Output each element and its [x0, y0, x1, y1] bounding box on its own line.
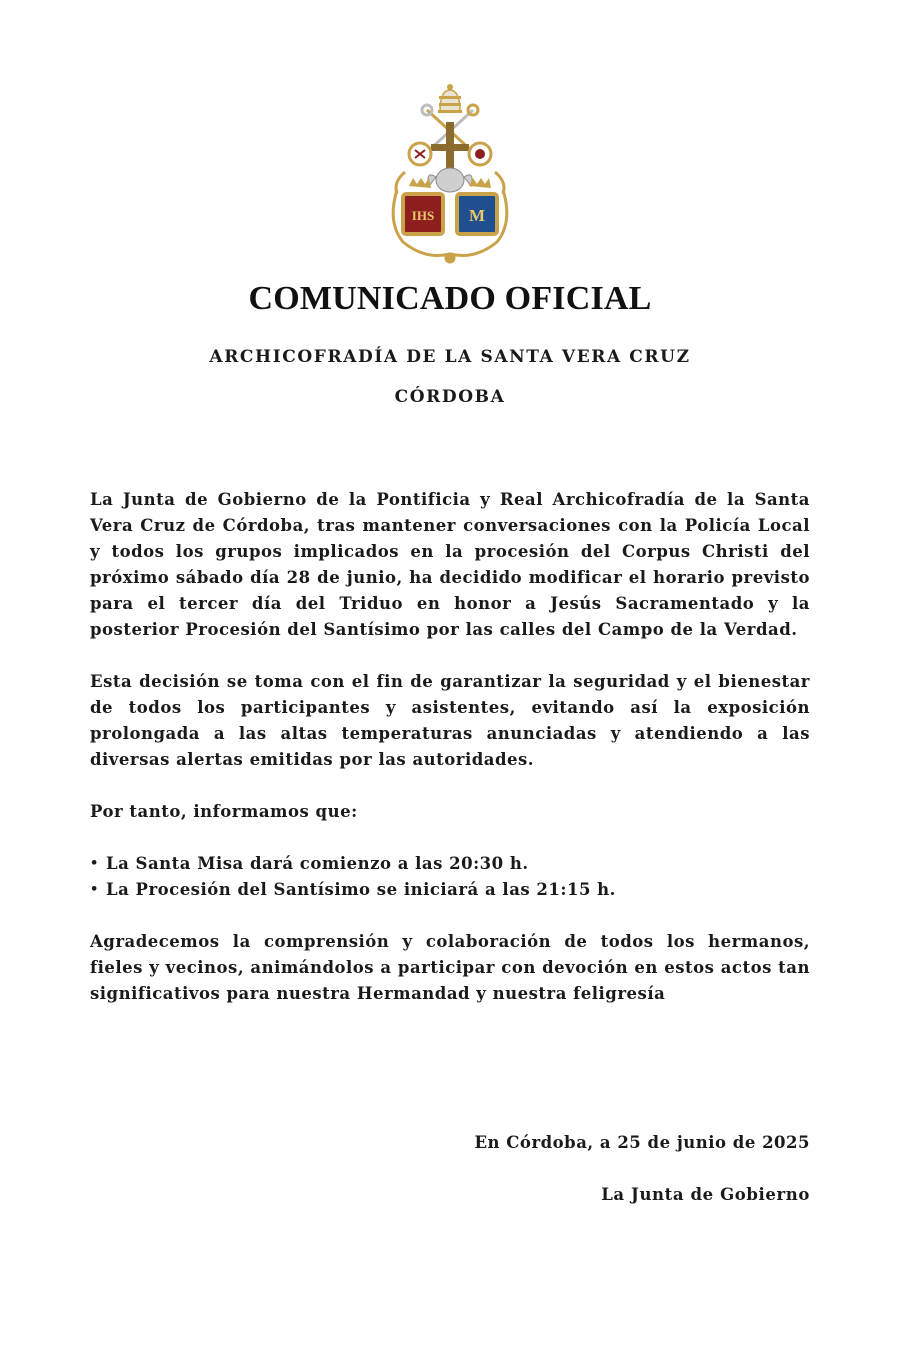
- paragraph-reason: Esta decisión se toma con el fin de garantizar la seguridad y el bienestar de todos los participantes y asistentes, evitando así la exposición prolongada a las altas temperaturas anunciadas y atendiendo a las diversas alertas emitidas por las autoridades.: [90, 672, 810, 769]
- paragraph-decision: La Junta de Gobierno de la Pontificia y Real Archicofradía de la Santa Vera Cruz de Córdoba, tras mantener conversaciones con la Policía Local y todos los grupos implicados en la procesión del Corpus Christi del próximo sábado día 28 de junio, ha decidido modificar el horario previsto para el tercer día del Triduo en honor a Jesús Sacramentado y la posterior Procesión del Santísimo por las calles del Campo de la Verdad.: [90, 490, 810, 639]
- tiara-icon: [438, 84, 462, 113]
- document-date: En Córdoba, a 25 de junio de 2025: [474, 1133, 810, 1152]
- list-item-text: La Procesión del Santísimo se iniciará a las 21:15 h.: [106, 880, 616, 899]
- signature: La Junta de Gobierno: [601, 1185, 810, 1204]
- city-name: CÓRDOBA: [394, 387, 506, 407]
- list-item: [90, 877, 810, 903]
- eagle-icon: [428, 168, 472, 192]
- list-item-text: La Santa Misa dará comienzo a las 20:30 h.: [106, 854, 529, 873]
- paragraph-thanks: Agradecemos la comprensión y colaboración de todos los hermanos, fieles y vecinos, animándolos a participar con devoción en estos actos tan significativos para nuestra Hermandad y nuestra feligresía: [90, 932, 810, 1003]
- shields-icon: [403, 194, 497, 234]
- organization-name: ARCHICOFRADÍA DE LA SANTA VERA CRUZ: [209, 347, 691, 367]
- svg-text:IHS: IHS: [411, 208, 435, 223]
- page-title: COMUNICADO OFICIAL: [248, 280, 652, 317]
- bullet-icon: •: [90, 856, 99, 871]
- schedule-list: [90, 851, 810, 903]
- bullet-icon: •: [90, 882, 99, 897]
- brotherhood-crest-logo: [385, 82, 515, 264]
- document-body: [90, 487, 810, 1033]
- paragraph-intro-list: Por tanto, informamos que:: [90, 802, 358, 821]
- svg-text:M: M: [468, 206, 486, 225]
- list-item: [90, 851, 810, 877]
